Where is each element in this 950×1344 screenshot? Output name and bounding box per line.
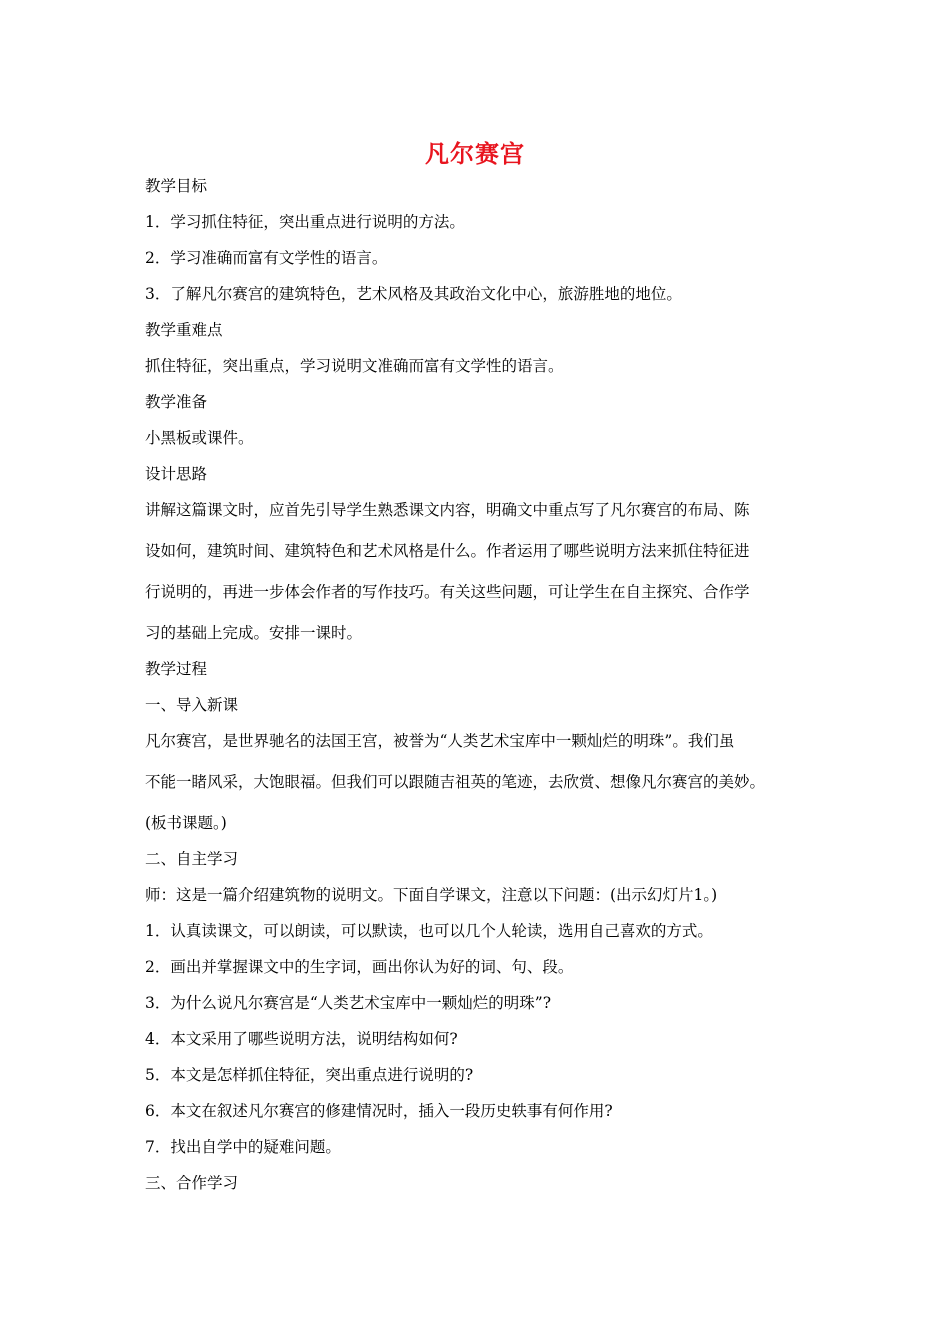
design-paragraph-line: 行说明的，再进一步体会作者的写作技巧。有关这些问题，可让学生在自主探究、合作学 (145, 583, 750, 601)
design-paragraph-line: 习的基础上完成。安排一课时。 (145, 624, 363, 642)
section-intro: 一、导入新课 (145, 696, 239, 714)
document-title: 凡尔赛宫 (425, 139, 525, 168)
question-item-6: 6．本文在叙述凡尔赛宫的修建情况时，插入一段历史轶事有何作用? (145, 1102, 613, 1120)
section-cooperative-study: 三、合作学习 (145, 1174, 239, 1192)
question-item-5: 5．本文是怎样抓住特征，突出重点进行说明的? (145, 1066, 474, 1084)
design-paragraph-line: 讲解这篇课文时，应首先引导学生熟悉课文内容，明确文中重点写了凡尔赛宫的布局、陈 (145, 501, 750, 519)
intro-paragraph-line: 凡尔赛宫，是世界驰名的法国王宫，被誉为“人类艺术宝库中一颗灿烂的明珠”。我们虽 (145, 732, 735, 750)
question-item-1: 1．认真读课文，可以朗读，可以默读，也可以几个人轮读，选用自己喜欢的方式。 (145, 922, 713, 940)
question-item-3: 3．为什么说凡尔赛宫是“人类艺术宝库中一颗灿烂的明珠”? (145, 994, 552, 1012)
goal-item-2: 2．学习准确而富有文学性的语言。 (145, 249, 388, 267)
key-points-text: 抓住特征，突出重点，学习说明文准确而富有文学性的语言。 (145, 357, 564, 375)
heading-design-idea: 设计思路 (145, 465, 208, 483)
preparation-text: 小黑板或课件。 (145, 429, 254, 447)
teacher-instruction: 师：这是一篇介绍建筑物的说明文。下面自学课文，注意以下问题：(出示幻灯片1。) (145, 886, 718, 904)
section-self-study: 二、自主学习 (145, 850, 239, 868)
intro-paragraph-line: 不能一睹风采，大饱眼福。但我们可以跟随吉祖英的笔迹，去欣赏、想像凡尔赛宫的美妙。 (145, 773, 766, 791)
heading-key-points: 教学重难点 (145, 321, 223, 339)
heading-teaching-goals: 教学目标 (145, 177, 208, 195)
board-note: (板书课题。) (145, 814, 227, 832)
design-paragraph-line: 设如何，建筑时间、建筑特色和艺术风格是什么。作者运用了哪些说明方法来抓住特征进 (145, 542, 750, 560)
question-item-4: 4．本文采用了哪些说明方法，说明结构如何? (145, 1030, 458, 1048)
question-item-7: 7．找出自学中的疑难问题。 (145, 1138, 341, 1156)
heading-teaching-process: 教学过程 (145, 660, 208, 678)
goal-item-1: 1．学习抓住特征，突出重点进行说明的方法。 (145, 213, 465, 231)
question-item-2: 2．画出并掌握课文中的生字词，画出你认为好的词、句、段。 (145, 958, 574, 976)
goal-item-3: 3．了解凡尔赛宫的建筑特色，艺术风格及其政治文化中心，旅游胜地的地位。 (145, 285, 682, 303)
heading-preparation: 教学准备 (145, 393, 208, 411)
